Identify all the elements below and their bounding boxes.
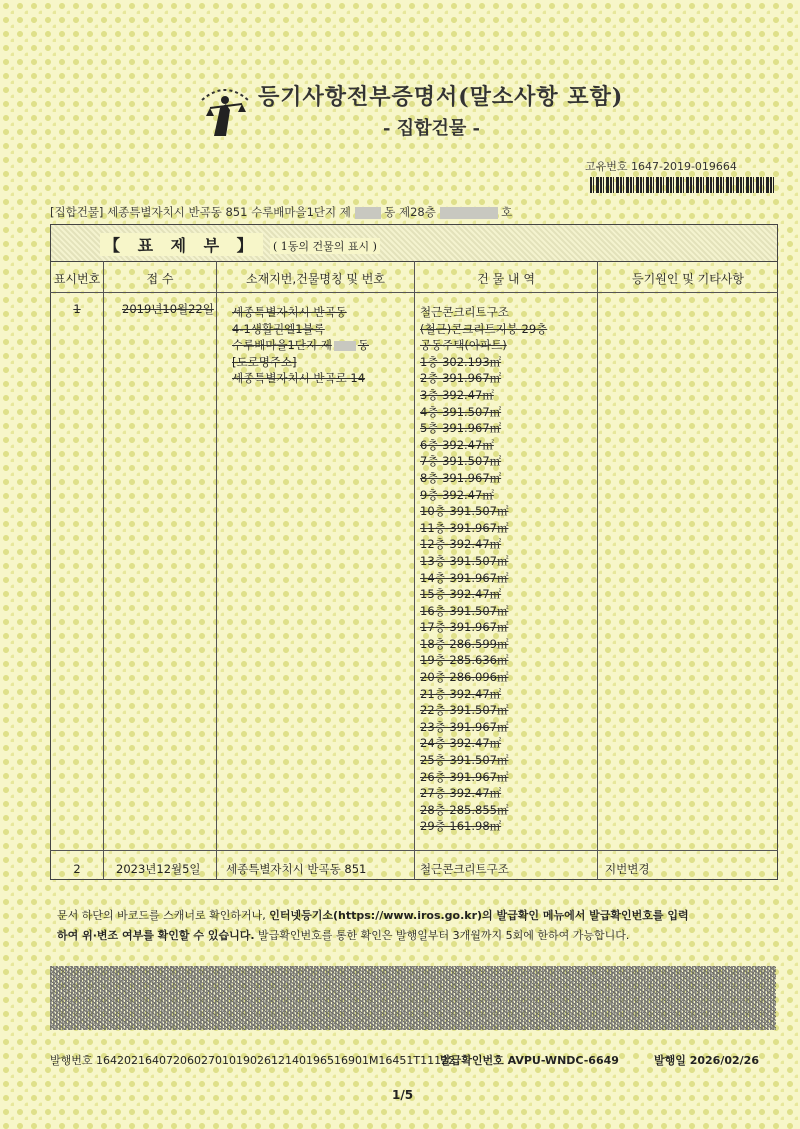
location-line: 세종특별자치시 반곡동 (232, 305, 347, 319)
floor-area-item: 24층 392.47㎡ (420, 736, 502, 751)
table-divider (216, 261, 217, 880)
row1-location (232, 304, 412, 387)
floor-area-item: 19층 285.636㎡ (420, 653, 509, 668)
court-seal-logo-icon (196, 78, 254, 140)
redacted-block (440, 207, 498, 219)
column-header-cause: 등기원인 및 기타사항 (632, 272, 744, 286)
floor-area-item: 12층 392.47㎡ (420, 537, 502, 552)
section-subtitle: ( 1동의 건물의 표시 ) (270, 238, 380, 254)
table-divider (50, 850, 778, 851)
floor-area-item: 23층 391.967㎡ (420, 719, 509, 734)
address-prefix: [집합건물] 세종특별자치시 반곡동 851 수루배마을1단지 제 (50, 205, 351, 219)
document-title: 등기사항전부증명서(말소사항 포함) (258, 84, 624, 110)
location-line: 4-1생활권엘1블록 (232, 321, 325, 336)
row2-date: 2023년12월5일 (116, 862, 201, 876)
floor-area-item: 5층 391.967㎡ (420, 421, 502, 436)
floor-area-item: 6층 392.47㎡ (420, 437, 494, 452)
row2-building: 철근콘크리트구조 (420, 862, 509, 876)
column-header-number: 표시번호 (53, 272, 101, 286)
table-divider (414, 261, 415, 880)
floor-area-item: 3층 392.47㎡ (420, 387, 494, 402)
floor-area-item: 25층 391.507㎡ (420, 753, 509, 768)
security-barcode-icon (50, 966, 776, 1030)
floor-area-item: 27층 392.47㎡ (420, 786, 502, 801)
floor-area-item: 21층 392.47㎡ (420, 686, 502, 701)
floor-area-item: 28층 285.855㎡ (420, 802, 509, 817)
unique-number: 고유번호 1647-2019-019664 (585, 160, 737, 173)
column-header-building: 건 물 내 역 (477, 272, 535, 286)
floor-area-item: 11층 391.967㎡ (420, 520, 509, 535)
barcode-icon (590, 177, 776, 193)
verification-notice: 문서 하단의 바코드를 스캐너로 확인하거나, 인터넷등기소(https://www.iros.go.kr)의 발급확인 메뉴에서 발급확인번호를 입력 하여 위·변조 여부를 확인할 수 있습니다. 발급확인번호를 통한 확인은 발행일부터 3개월까지 5회에 한하여 가능합니다. (57, 909, 689, 942)
floor-area-item: 13층 391.507㎡ (420, 553, 509, 568)
row2-location: 세종특별자치시 반곡동 851 (226, 862, 367, 876)
column-header-location: 소재지번,건물명칭 및 번호 (246, 272, 385, 286)
floor-area-item: 8층 391.967㎡ (420, 470, 502, 485)
floor-area-item: 10층 391.507㎡ (420, 504, 509, 519)
issue-number: 발행번호 164202164072060270101902612140196516901M16451T11122 (50, 1054, 456, 1067)
floor-area-item: 18층 286.599㎡ (420, 636, 509, 651)
floor-area-item: 22층 391.507㎡ (420, 703, 509, 718)
location-line: 세종특별자치시 반곡로 14 (232, 371, 366, 386)
floor-area-item: 20층 286.096㎡ (420, 670, 509, 685)
page-number: 1/5 (392, 1088, 414, 1102)
property-address-line (50, 204, 512, 220)
floor-area-item: 7층 391.507㎡ (420, 454, 502, 469)
row1-number: 1 (73, 302, 81, 316)
document-subtitle: - 집합건물 - (383, 118, 481, 139)
floor-area-item: 4층 391.507㎡ (420, 404, 502, 419)
location-line: [도로명주소] (232, 354, 297, 369)
building-line: (철근)콘크리트지붕 29층 (420, 321, 548, 336)
table-divider (50, 292, 778, 293)
floor-area-item: 15층 392.47㎡ (420, 587, 502, 602)
floor-area-item: 17층 391.967㎡ (420, 620, 509, 635)
row1-date: 2019년10월22일 (122, 302, 214, 316)
floor-area-item: 9층 392.47㎡ (420, 487, 494, 502)
building-line: 철근콘크리트구조 (420, 305, 509, 319)
table-divider (103, 261, 104, 880)
issue-date: 발행일 2026/02/26 (654, 1054, 759, 1067)
floor-area-item: 14층 391.967㎡ (420, 570, 509, 585)
row1-building (420, 304, 596, 835)
address-floor: 동 제28층 (384, 205, 436, 219)
floor-area-list (420, 354, 596, 835)
floor-area-item: 16층 391.507㎡ (420, 603, 509, 618)
floor-area-item: 29층 161.98㎡ (420, 819, 502, 834)
section-title: 【 표 제 부 】 (100, 233, 263, 256)
floor-area-item: 26층 391.967㎡ (420, 769, 509, 784)
row2-number: 2 (73, 862, 81, 876)
table-divider (597, 261, 598, 880)
building-line: 공동주택(아파트) (420, 338, 507, 353)
location-line: 수루배마을1단지 제 동 (232, 338, 369, 353)
redacted-block (355, 207, 381, 219)
floor-area-item: 1층 302.193㎡ (420, 354, 502, 369)
address-unit-suffix: 호 (501, 205, 513, 219)
floor-area-item: 2층 391.967㎡ (420, 371, 502, 386)
row2-cause: 지번변경 (605, 862, 650, 876)
confirm-number: 발급확인번호 AVPU-WNDC-6649 (440, 1054, 619, 1067)
column-header-receipt: 접 수 (146, 272, 174, 286)
